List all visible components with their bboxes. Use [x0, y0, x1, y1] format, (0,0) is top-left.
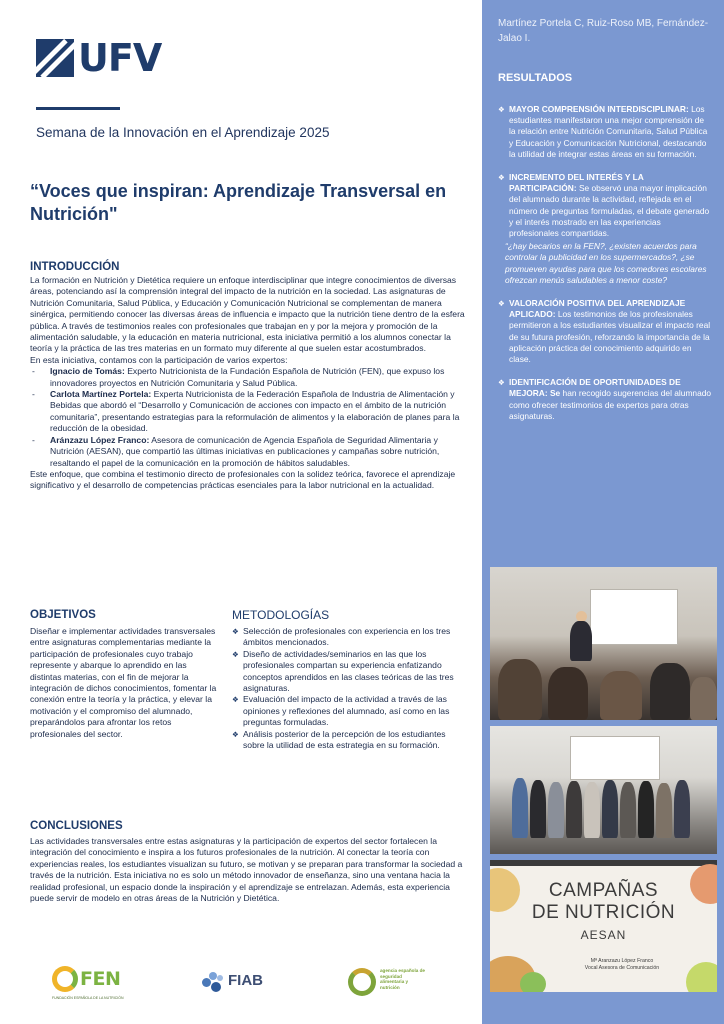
fen-logo	[52, 966, 162, 998]
campaign-title-line2: DE NUTRICIÓN	[531, 902, 676, 923]
resultado-text: han recogido sugerencias del alumnado como ofrecer testimonios de expertos para otras asignaturas.	[509, 388, 712, 421]
projector-screen	[590, 589, 678, 645]
introduccion-lead: En esta iniciativa, contamos con la participación de varios expertos:	[30, 354, 288, 365]
experts-list	[30, 366, 468, 469]
resultado-title: IDENTIFICACIÓN DE OPORTUNIDADES DE MEJORA: Se	[509, 377, 681, 399]
ufv-logo-mark-icon	[36, 39, 74, 77]
expert-name: Aránzazu López Franco:	[50, 434, 150, 445]
introduccion-heading: INTRODUCCIÓN	[30, 261, 120, 273]
aesan-logo-text: agencia española de seguridad alimentaria y nutrición	[380, 968, 425, 990]
metodologias-section	[232, 608, 468, 751]
fiab-logo	[202, 970, 274, 994]
resultado-title: MAYOR COMPRENSIÓN INTERDISCIPLINAR:	[509, 104, 689, 114]
student-questions-quote: “¿hay becarios en la FEN?, ¿existen acuerdos para controlar la publicidad en los supermercados?, ¿se promueven ayudas para que los comedores escolares ofrezcan menús saludables a menor coste?	[505, 241, 707, 285]
resultados-heading: RESULTADOS	[498, 72, 573, 84]
campaign-speaker-role: Vocal Asesora de Comunicación	[584, 965, 660, 971]
fen-logo-subtitle: FUNDACIÓN ESPAÑOLA DE LA NUTRICIÓN	[52, 996, 124, 1000]
objetivos-text: Diseñar e implementar actividades transversales entre asignaturas complementarias mediante la participación de profesionales cuyo trabajo represente y abarque lo aprendido en las distintas materias, con el fin de mejorar la integración de dichos conocimientos, fomentar la conexión entre la teoría y la práctica, y elevar la motivación y el compromiso del alumnado, preparándolos para afrontar los retos profesionales del sector.	[30, 626, 217, 739]
expert-item	[30, 389, 468, 435]
fiab-logo-text: FIAB	[228, 972, 263, 989]
metodologia-item: ❖ Evaluación del impacto de la actividad a través de las opiniones y reflexiones del alumnado, así como en las preguntas formuladas.	[232, 694, 468, 728]
metodologias-list	[232, 626, 468, 751]
resultado-item	[498, 377, 712, 422]
food-illustration-icon	[520, 972, 546, 992]
resultado-title: VALORACIÓN POSITIVA DEL APRENDIZAJE APLICADO:	[509, 298, 686, 320]
campaign-speaker-name: Mª Aranzazu López Franco	[590, 958, 654, 964]
campaign-title-line1: CAMPAÑAS	[548, 880, 659, 901]
resultado-item	[498, 104, 712, 160]
ufv-logo-text: UFV	[78, 36, 162, 80]
fen-logo-mark-icon	[52, 966, 78, 992]
metodologias-heading: METODOLOGÍAS	[232, 608, 330, 622]
event-name: Semana de la Innovación en el Aprendizaje 2025	[36, 125, 330, 140]
conclusiones-heading: CONCLUSIONES	[30, 820, 123, 832]
projector-screen	[570, 736, 660, 780]
expert-description: Asesora de comunicación de Agencia Española de Seguridad Alimentaria y Nutrición (AESAN), que compartió las últimas iniciativas en publicaciones y campañas sobre nutrición, resaltando el papel de la comunicación en la promoción de hábitos saludables.	[50, 434, 440, 468]
ufv-logo	[36, 38, 161, 78]
resultado-text: Los testimonios de los profesionales permitieron a los estudiantes visualizar el impacto real de su futura profesión, reforzando la importancia de la aplicación práctica del conocimiento adquirido en clase.	[509, 309, 711, 365]
resultados-list	[498, 104, 712, 434]
aesan-logo	[348, 966, 428, 1000]
slide-top-bar	[490, 860, 717, 866]
resultado-text: Se observó una mayor implicación del alumnado durante la actividad, reflejada en el número de preguntas formuladas, el debate generado y el interés mostrado en las experiencias profesionales compartidas.	[509, 183, 710, 239]
authors: Martínez Portela C, Ruiz-Roso MB, Fernández-Jalao I.	[498, 18, 709, 44]
campaign-speaker	[552, 958, 692, 972]
fen-logo-text: FEN	[80, 968, 121, 990]
introduccion-paragraph: La formación en Nutrición y Dietética requiere un enfoque interdisciplinar que integre conocimientos de diversas áreas, potenciando así la comprensión integral del impacto de la nutrición en la sociedad. Las asignaturas de Nutrición Comunitaria, Salud Pública, y Educación y Comunicación Nutricional se complementan de manera sinérgica, permitiendo conocer las diversas áreas de influencia e impacto que la nutrición tiene dentro de la esfera pública. A través de testimonios reales con profesionales que trabajan en y por la mejora y promoción de la alimentación saludable, y la educación en materia nutricional, esta iniciativa permitió a los alumnos conectar la teoría y la práctica de las tres materias en un formato muy diferente al que suelen estar acostumbrados.	[30, 275, 465, 354]
expert-name: Ignacio de Tomás:	[50, 366, 125, 377]
expert-description: Experta Nutricionista de la Federación Española de Industria de Alimentación y Bebidas que abordó el “Desarrollo y Comunicación de acciones con impacto en el ámbito de la nutrición comunitaria”, presentando estrategias para la reformulación de alimentos y la elaboración de planes para la reducción de la obesidad.	[50, 389, 460, 434]
conclusiones-text: Las actividades transversales entre estas asignaturas y la participación de expertos del sector fortalecen la integración del conocimiento e inspira a los futuros profesionales de la nutrición. Al conectar la teoría con experiencias reales, los estudiantes visualizan su futuro, se motivan y se preparan para transformar la sociedad a través de la nutrición. Esta iniciativa no es solo un método innovador de enseñanza, sino una ventana hacia la realidad profesional, un espacio donde la inspiración y el aprendizaje se entrelazan. Además, esta experiencia puede servir de modelo en otras áreas de la Nutrición y Dietética.	[30, 836, 463, 904]
resultado-item	[498, 172, 712, 286]
objetivos-section	[30, 609, 220, 740]
metodologia-item: ❖ Diseño de actividades/seminarios en las que los profesionales compartan su experiencia enfatizando conceptos aprendidos en las clases teóricas de las tres asignaturas.	[232, 649, 468, 695]
introduccion-section	[30, 261, 468, 492]
header-divider	[36, 107, 120, 110]
conclusiones-section	[30, 820, 468, 904]
group-photo	[490, 726, 717, 854]
poster-title: “Voces que inspiran: Aprendizaje Transversal en Nutrición"	[30, 181, 447, 224]
resultado-text: Los estudiantes manifestaron una mejor comprensión de la relación entre Nutrición Comunitaria, Salud Pública y Educación y Comunicación Nutricional, destacando la utilidad de integrar estas áreas en su formación.	[509, 104, 708, 159]
objetivos-heading: OBJETIVOS	[30, 609, 96, 621]
metodologia-item: ❖ Selección de profesionales con experiencia en los tres ámbitos mencionados.	[232, 626, 468, 649]
expert-item	[30, 366, 468, 389]
aesan-logo-mark-icon	[348, 968, 376, 996]
classroom-photo-speaker	[490, 567, 717, 720]
resultado-title: INCREMENTO DEL INTERÉS Y LA PARTICIPACIÓN:	[509, 172, 644, 194]
campaign-slide	[490, 860, 717, 992]
expert-description: Experto Nutricionista de la Fundación Española de Nutrición (FEN), que expuso los innovadores proyectos en Nutrición Comunitaria y Salud Pública.	[50, 366, 445, 388]
introduccion-closing: Este enfoque, que combina el testimonio directo de profesionales con la solidez teórica, favorece el aprendizaje significativo y el desarrollo de competencias prácticas esenciales para la labor nutricional en la actualidad.	[30, 468, 456, 491]
partner-logos	[30, 960, 470, 1004]
expert-item	[30, 435, 468, 469]
expert-name: Carlota Martínez Portela:	[50, 389, 152, 400]
metodologia-item: ❖ Análisis posterior de la percepción de los estudiantes sobre la utilidad de esta estrategia en su formación.	[232, 729, 468, 752]
campaign-agency: AESAN	[580, 928, 627, 942]
resultado-item	[498, 298, 712, 365]
